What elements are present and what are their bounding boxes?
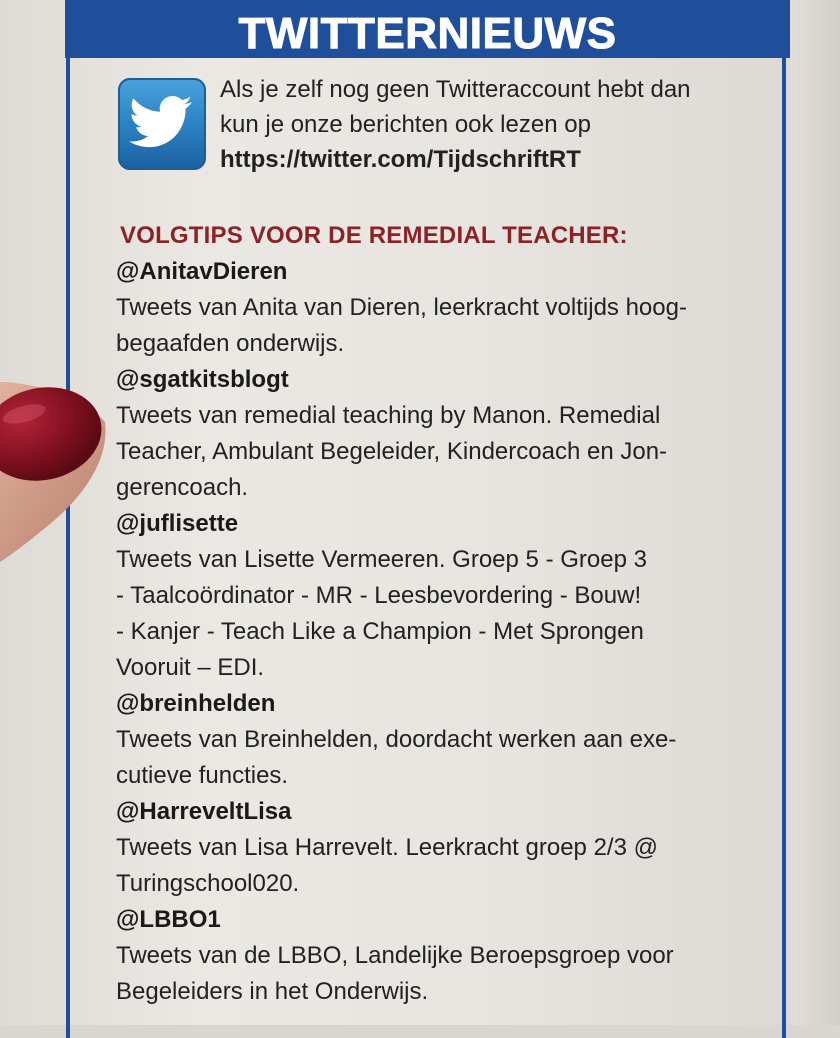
intro-line-2: kun je onze berichten ook lezen op <box>220 111 591 138</box>
finger-with-nail <box>0 382 110 582</box>
account-description: Tweets van Anita van Dieren, leerkracht voltijds hoog- begaafden onderwijs. <box>116 294 687 357</box>
account-description: Tweets van Breinhelden, doordacht werken aan exe- cutieve functies. <box>116 726 677 789</box>
account-entry <box>116 794 786 902</box>
twitter-bird-icon <box>118 78 206 170</box>
account-entry <box>116 254 786 362</box>
twitter-url-link[interactable]: https://twitter.com/TijdschriftRT <box>220 146 581 173</box>
account-entry <box>116 362 786 506</box>
follow-tips-section <box>116 218 786 1010</box>
account-entry <box>116 506 786 686</box>
account-handle[interactable]: @juflisette <box>116 510 239 537</box>
account-handle[interactable]: @AnitavDieren <box>116 258 288 285</box>
account-handle[interactable]: @LBBO1 <box>116 906 221 933</box>
account-handle[interactable]: @HarreveltLisa <box>116 798 292 825</box>
account-description: Tweets van de LBBO, Landelijke Beroepsgroep voor Begeleiders in het Onderwijs. <box>116 942 674 1005</box>
account-description: Tweets van Lisette Vermeeren. Groep 5 - Groep 3 - Taalcoördinator - MR - Leesbevordering - Bouw! - Kanjer - Teach Like a Champion - Met Sprongen Vooruit – EDI. <box>116 546 647 681</box>
account-handle[interactable]: @sgatkitsblogt <box>116 366 289 393</box>
intro-line-1: Als je zelf nog geen Twitteraccount hebt dan <box>220 76 691 103</box>
section-heading: VOLGTIPS VOOR DE REMEDIAL TEACHER: <box>120 222 628 249</box>
account-description: Tweets van Lisa Harrevelt. Leerkracht groep 2/3 @ Turingschool020. <box>116 834 658 897</box>
account-description: Tweets van remedial teaching by Manon. Remedial Teacher, Ambulant Begeleider, Kindercoach en Jon- gerencoach. <box>116 402 668 501</box>
account-handle[interactable]: @breinhelden <box>116 690 276 717</box>
account-entry <box>116 902 786 1010</box>
account-entry <box>116 686 786 794</box>
title-banner <box>65 0 790 58</box>
intro-text <box>220 72 780 177</box>
page-title: TWITTERNIEUWS <box>238 9 617 58</box>
